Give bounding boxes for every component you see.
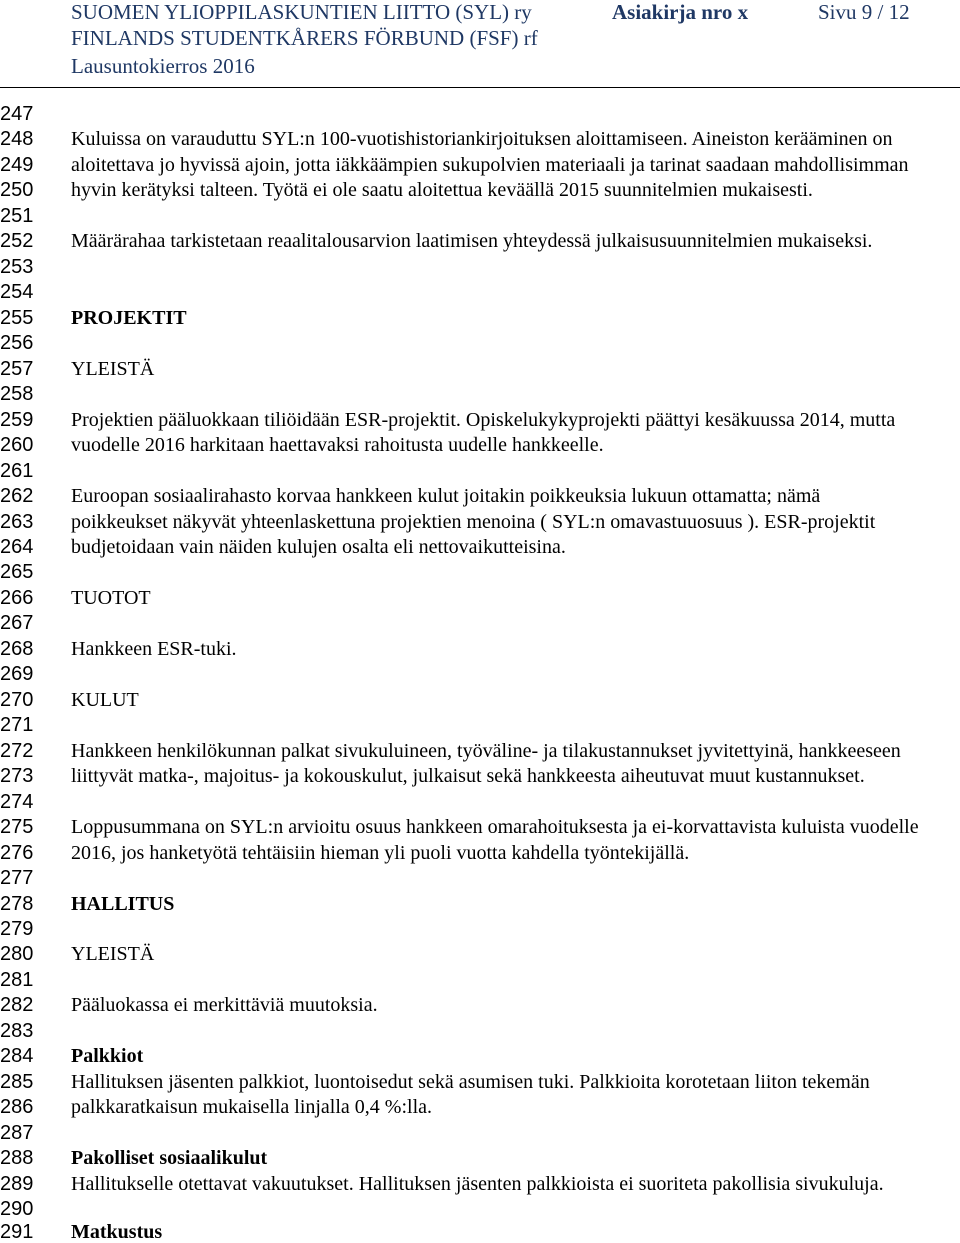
total-text-line: 2016, jos hanketyötä tehtäisiin hieman yli puoli vuotta kahdella työntekijällä. xyxy=(71,841,690,864)
costs-text-line: Hankkeen henkilökunnan palkat sivukuluineen, työväline- ja tilakustannukset jyvitettyinä, hankkeeseen xyxy=(71,739,901,762)
income-text: Hankkeen ESR-tuki. xyxy=(71,637,237,660)
line-250 xyxy=(0,178,960,203)
line-247 xyxy=(0,102,960,127)
line-286 xyxy=(0,1095,960,1120)
line-number: 286 xyxy=(0,1096,34,1119)
line-number: 253 xyxy=(0,255,34,278)
line-272 xyxy=(0,739,960,764)
line-261 xyxy=(0,459,960,484)
line-number: 275 xyxy=(0,816,34,839)
organization-name-sv: FINLANDS STUDENTKÅRERS FÖRBUND (FSF) rf xyxy=(71,26,538,50)
intro-text-line: hyvin kerätyksi talteen. Työtä ei ole saatu aloitettua keväällä 2015 suunnitelmien mukaisesti. xyxy=(71,179,813,202)
line-number: 248 xyxy=(0,128,34,151)
line-number: 280 xyxy=(0,943,34,966)
line-number: 252 xyxy=(0,230,34,253)
board-general-text: Pääluokassa ei merkittäviä muutoksia. xyxy=(71,994,378,1017)
line-270 xyxy=(0,688,960,713)
appropriation-text: Määrärahaa tarkistetaan reaalitalousarvion laatimisen yhteydessä julkaisusuunnitelmien mukaiseksi. xyxy=(71,230,873,253)
line-number: 260 xyxy=(0,434,34,457)
line-259 xyxy=(0,408,960,433)
line-276 xyxy=(0,841,960,866)
line-number: 272 xyxy=(0,739,34,762)
line-291 xyxy=(0,1220,960,1243)
line-275 xyxy=(0,815,960,840)
consultation-round: Lausuntokierros 2016 xyxy=(71,54,255,78)
line-number: 268 xyxy=(0,637,34,660)
line-268 xyxy=(0,637,960,662)
line-248 xyxy=(0,127,960,152)
header-divider xyxy=(0,87,960,88)
line-number: 251 xyxy=(0,204,34,227)
line-278 xyxy=(0,892,960,917)
projects-general-text-line: Projektien pääluokkaan tiliöidään ESR-projektit. Opiskelukykyprojekti päättyi kesäkuussa 2014, mutta xyxy=(71,408,896,431)
line-number: 249 xyxy=(0,153,34,176)
line-263 xyxy=(0,510,960,535)
line-290 xyxy=(0,1197,960,1222)
line-256 xyxy=(0,331,960,356)
document-number: Asiakirja nro x xyxy=(612,0,749,24)
esf-text-line: Euroopan sosiaalirahasto korvaa hankkeen kulut joitakin poikkeuksia lukuun ottamatta; nämä xyxy=(71,485,821,508)
line-265 xyxy=(0,560,960,585)
line-260 xyxy=(0,433,960,458)
line-number: 278 xyxy=(0,892,34,915)
line-289 xyxy=(0,1172,960,1197)
line-number: 256 xyxy=(0,332,34,355)
line-number: 276 xyxy=(0,841,34,864)
social-costs-text: Hallitukselle otettavat vakuutukset. Hallituksen jäsenten palkkioista ei suoriteta pakollisia sivukuluja. xyxy=(71,1172,884,1195)
intro-text-line: Kuluissa on varauduttu SYL:n 100-vuotishistoriankirjoituksen aloittamiseen. Aineiston kerääminen on xyxy=(71,128,893,151)
line-number: 264 xyxy=(0,535,34,558)
line-267 xyxy=(0,611,960,636)
line-253 xyxy=(0,255,960,280)
line-266 xyxy=(0,586,960,611)
subheading-fees: Palkkiot xyxy=(71,1045,144,1068)
projects-general-text-line: vuodelle 2016 harkitaan haettavaksi rahoitusta uudelle hankkeelle. xyxy=(71,434,604,457)
line-274 xyxy=(0,790,960,815)
line-254 xyxy=(0,280,960,305)
line-number: 290 xyxy=(0,1198,34,1221)
subheading-income: TUOTOT xyxy=(71,586,151,609)
line-282 xyxy=(0,993,960,1018)
line-273 xyxy=(0,764,960,789)
section-heading-projects: PROJEKTIT xyxy=(71,306,187,329)
line-number: 279 xyxy=(0,918,34,940)
fees-text-line: palkkaratkaisun mukaisella linjalla 0,4 %:lla. xyxy=(71,1096,433,1119)
section-heading-board: HALLITUS xyxy=(71,892,175,915)
line-number: 287 xyxy=(0,1121,34,1144)
line-262 xyxy=(0,484,960,509)
line-288 xyxy=(0,1146,960,1171)
line-number: 273 xyxy=(0,765,34,788)
line-number: 289 xyxy=(0,1172,34,1195)
line-number: 250 xyxy=(0,179,34,202)
line-number: 254 xyxy=(0,281,34,304)
line-number: 266 xyxy=(0,586,34,609)
line-number: 247 xyxy=(0,103,34,125)
line-number: 257 xyxy=(0,357,34,380)
line-255 xyxy=(0,306,960,331)
line-number: 255 xyxy=(0,306,34,329)
line-257 xyxy=(0,357,960,382)
intro-text-line: aloitettava jo hyvissä ajoin, jotta iäkkäämpien sukupolvien materiaali ja tarinat saadaan mahdollisimman xyxy=(71,153,909,176)
line-number: 261 xyxy=(0,459,34,482)
line-285 xyxy=(0,1070,960,1095)
line-number: 288 xyxy=(0,1147,34,1170)
document-body xyxy=(0,102,960,1242)
line-280 xyxy=(0,942,960,967)
subheading-board-general: YLEISTÄ xyxy=(71,943,155,966)
line-number: 263 xyxy=(0,510,34,533)
fees-text-line: Hallituksen jäsenten palkkiot, luontoisedut sekä asumisen tuki. Palkkioita korotetaan liiton tekemän xyxy=(71,1070,870,1093)
line-number: 285 xyxy=(0,1070,34,1093)
line-249 xyxy=(0,153,960,178)
line-283 xyxy=(0,1019,960,1044)
line-number: 277 xyxy=(0,867,34,890)
line-269 xyxy=(0,662,960,687)
esf-text-line: budjetoidaan vain näiden kulujen osalta eli nettovaikutteisina. xyxy=(71,535,566,558)
line-number: 291 xyxy=(0,1220,34,1243)
costs-text-line: liittyvät matka-, majoitus- ja kokouskulut, julkaisut sekä hankkeesta aiheutuvat muut kustannukset. xyxy=(71,765,865,788)
page-number: Sivu 9 / 12 xyxy=(818,0,910,24)
line-251 xyxy=(0,204,960,229)
line-number: 259 xyxy=(0,408,34,431)
line-264 xyxy=(0,535,960,560)
line-number: 265 xyxy=(0,561,34,584)
line-287 xyxy=(0,1121,960,1146)
line-number: 262 xyxy=(0,485,34,508)
line-279 xyxy=(0,917,960,942)
line-284 xyxy=(0,1044,960,1069)
organization-name-fi: SUOMEN YLIOPPILASKUNTIEN LIITTO (SYL) ry xyxy=(71,0,532,24)
subheading-projects-general: YLEISTÄ xyxy=(71,357,155,380)
line-271 xyxy=(0,713,960,738)
line-number: 274 xyxy=(0,790,34,813)
line-number: 258 xyxy=(0,383,34,406)
line-281 xyxy=(0,968,960,993)
total-text-line: Loppusummana on SYL:n arvioitu osuus hankkeen omarahoituksesta ja ei-korvattavista kuluista vuodelle xyxy=(71,816,919,839)
subheading-travel: Matkustus xyxy=(71,1220,163,1243)
line-258 xyxy=(0,382,960,407)
line-277 xyxy=(0,866,960,891)
line-number: 282 xyxy=(0,994,34,1017)
line-number: 269 xyxy=(0,663,34,686)
esf-text-line: poikkeukset näkyvät yhteenlaskettuna projektien menoina ( SYL:n omavastuuosuus ). ESR-projektit xyxy=(71,510,876,533)
line-number: 284 xyxy=(0,1045,34,1068)
line-number: 271 xyxy=(0,714,34,737)
subheading-costs: KULUT xyxy=(71,688,139,711)
line-number: 281 xyxy=(0,968,34,991)
line-252 xyxy=(0,229,960,254)
line-number: 270 xyxy=(0,688,34,711)
line-number: 267 xyxy=(0,612,34,635)
line-number: 283 xyxy=(0,1019,34,1042)
subheading-social-costs: Pakolliset sosiaalikulut xyxy=(71,1147,268,1170)
